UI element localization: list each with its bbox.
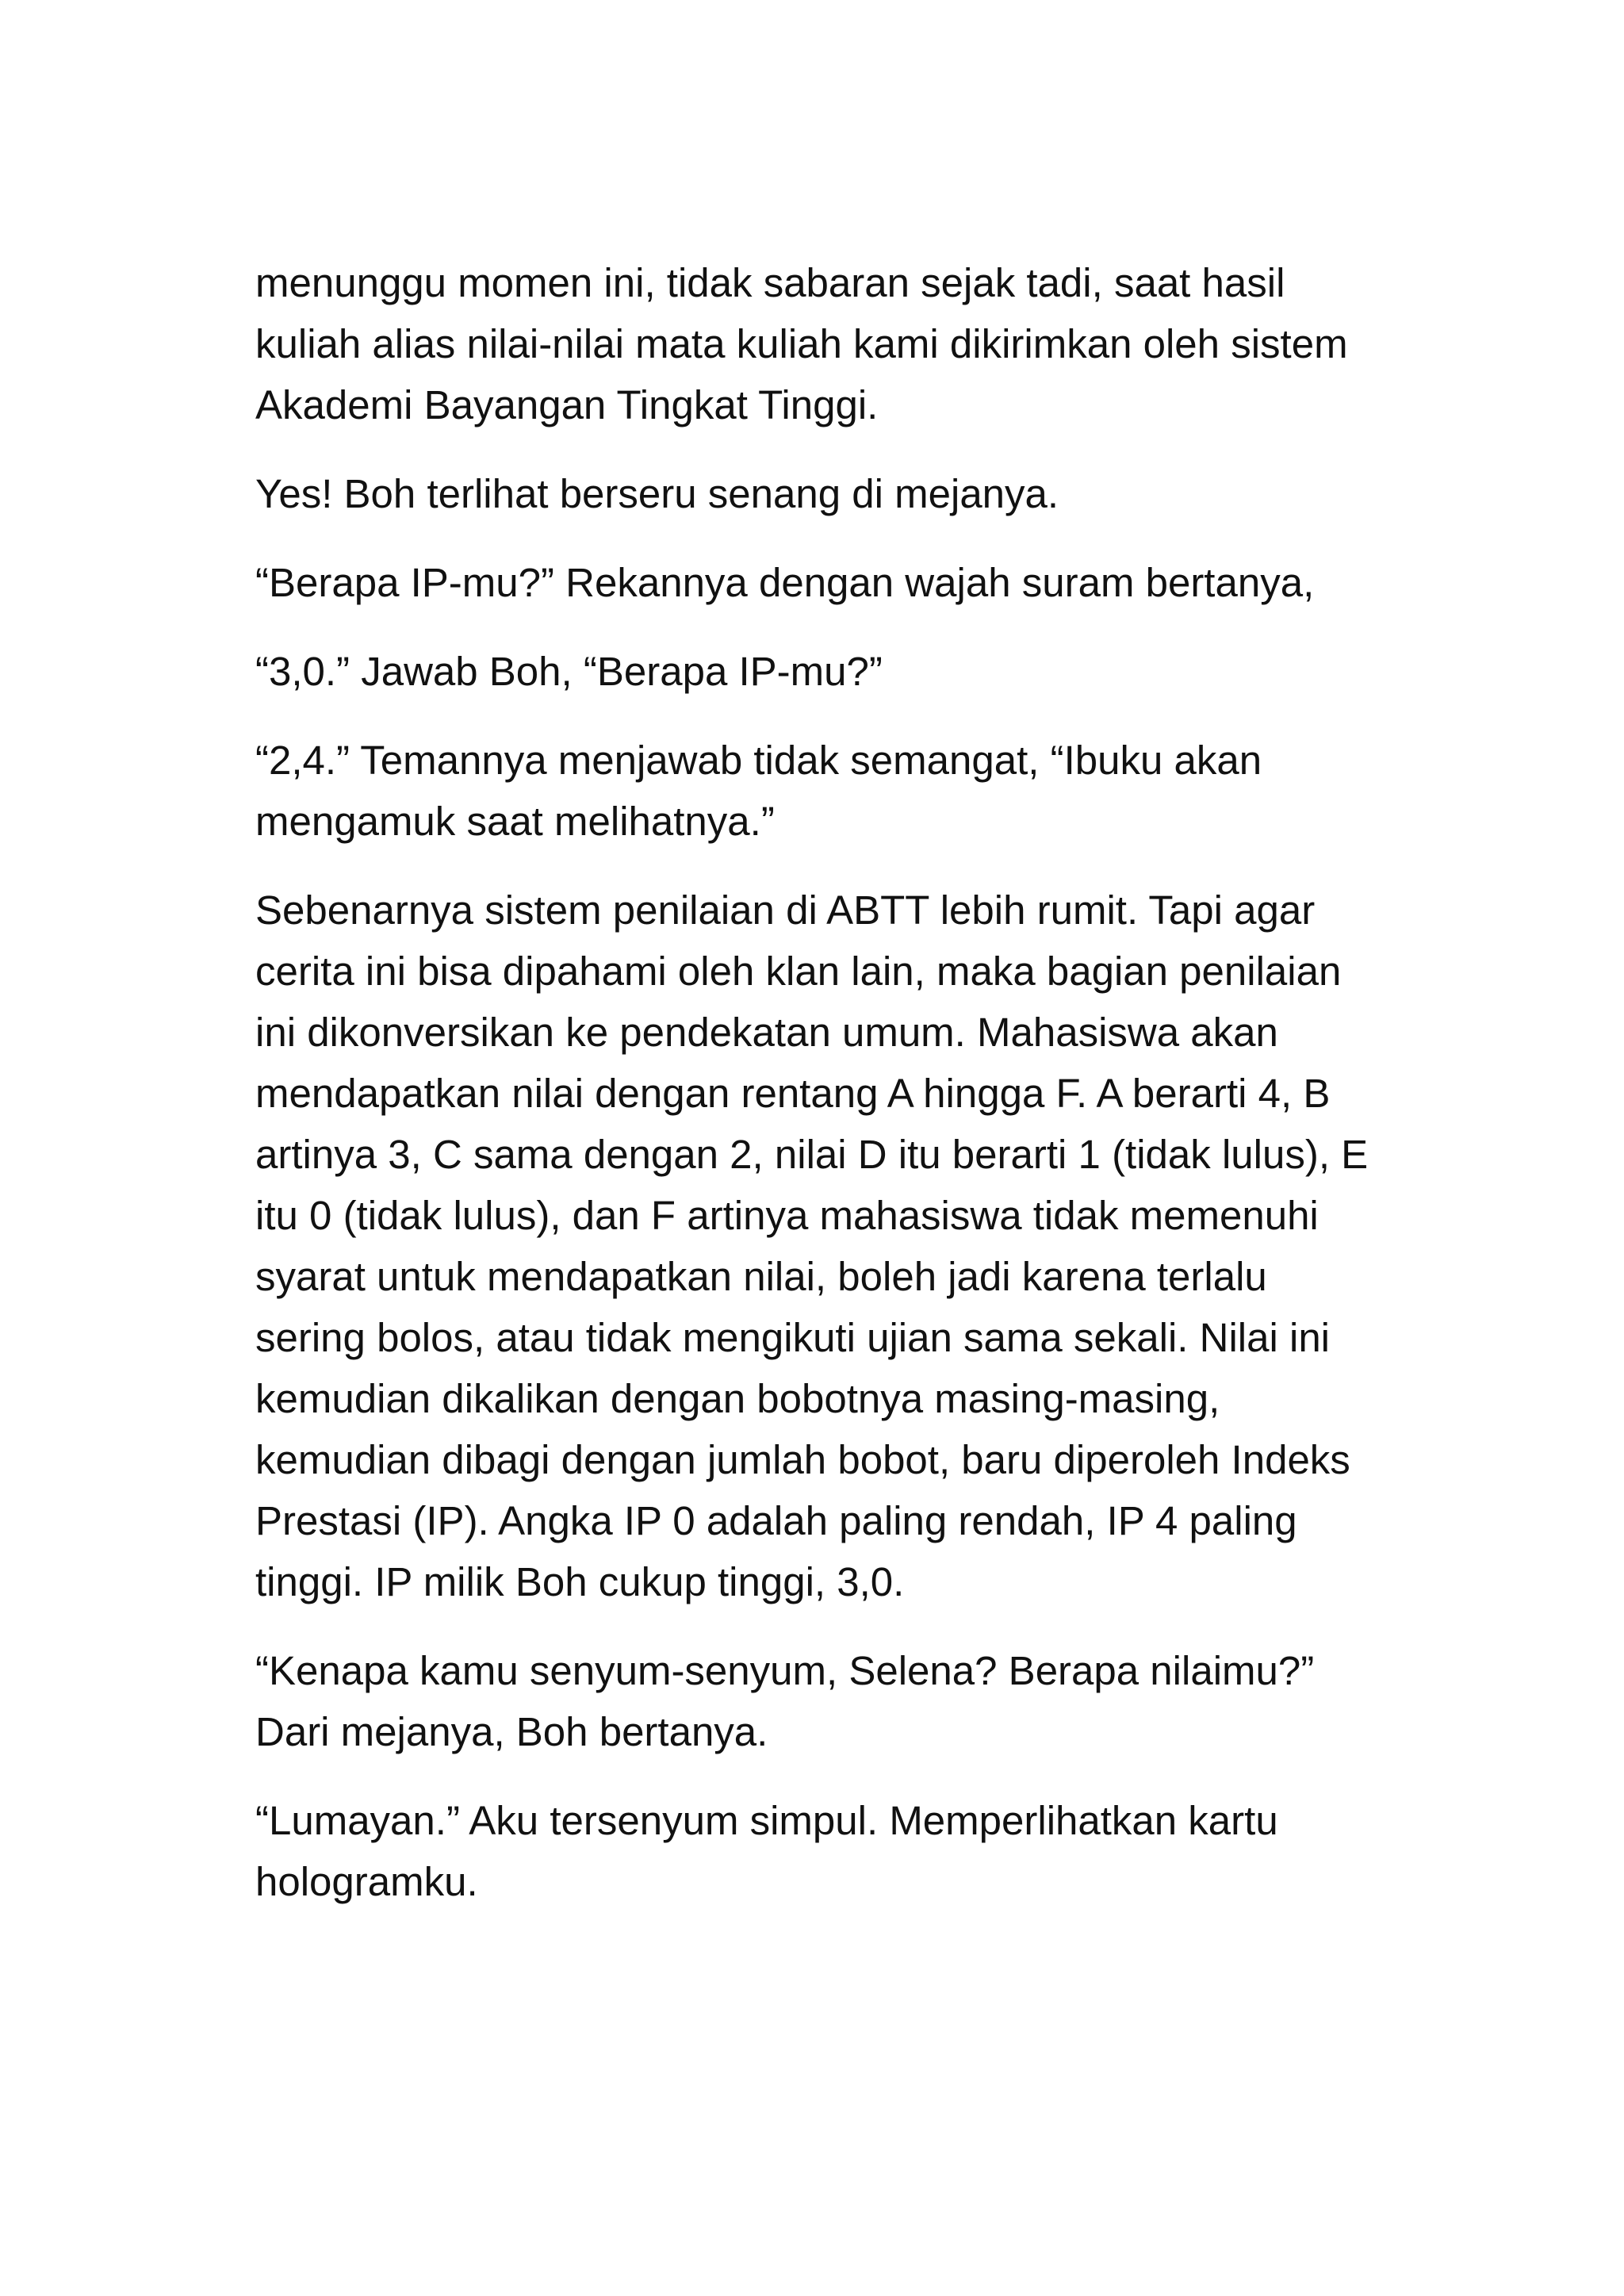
paragraph-8: “Lumayan.” Aku tersenyum simpul. Memperlihatkan kartu hologramku. — [255, 1798, 1278, 1904]
paragraph-3: “Berapa IP-mu?” Rekannya dengan wajah suram bertanya, — [255, 560, 1315, 605]
paragraph-6: Sebenarnya sistem penilaian di ABTT lebih rumit. Tapi agar cerita ini bisa dipahami oleh klan lain, maka bagian penilaian ini dikonversikan ke pendekatan umum. Mahasiswa akan mendapatkan nilai dengan rentang A hingga F. A berarti 4, B artinya 3, C sama dengan 2, nilai D itu berarti 1 (tidak lulus), E itu 0 (tidak lulus), dan F artinya mahasiswa tidak memenuhi syarat untuk mendapatkan nilai, boleh jadi karena terlalu sering bolos, atau tidak mengikuti ujian sama sekali. Nilai ini kemudian dikalikan dengan bobotnya masing-masing, kemudian dibagi dengan jumlah bobot, baru diperoleh Indeks Prestasi (IP). Angka IP 0 adalah paling rendah, IP 4 paling tinggi. IP milik Boh cukup tinggi, 3,0. — [255, 887, 1369, 1604]
paragraph-2: Yes! Boh terlihat berseru senang di mejanya. — [255, 471, 1059, 516]
paragraph-5: “2,4.” Temannya menjawab tidak semangat, “Ibuku akan mengamuk saat melihatnya.” — [255, 738, 1262, 844]
paragraph-1: menunggu momen ini, tidak sabaran sejak tadi, saat hasil kuliah alias nilai-nilai mata kuliah kami dikirimkan oleh sistem Akademi Bayangan Tingkat Tinggi. — [255, 260, 1348, 427]
document-body — [255, 252, 1381, 1940]
paragraph-7: “Kenapa kamu senyum-senyum, Selena? Berapa nilaimu?” Dari mejanya, Boh bertanya. — [255, 1648, 1315, 1754]
paragraph-4: “3,0.” Jawab Boh, “Berapa IP-mu?” — [255, 649, 883, 694]
